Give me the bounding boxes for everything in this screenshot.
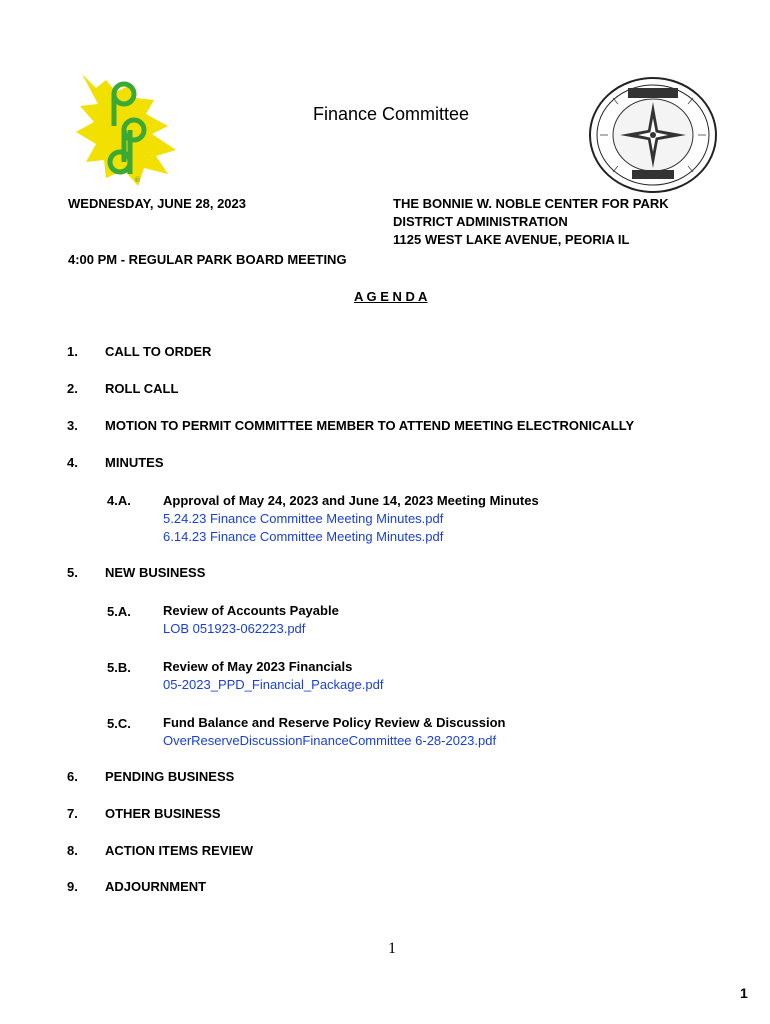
- subitem-title: Review of Accounts Payable: [163, 603, 339, 618]
- location-line-1: THE BONNIE W. NOBLE CENTER FOR PARK: [393, 196, 669, 211]
- item-label: MINUTES: [105, 455, 164, 470]
- meeting-date: WEDNESDAY, JUNE 28, 2023: [68, 196, 246, 211]
- item-label: OTHER BUSINESS: [105, 806, 221, 821]
- meeting-time: 4:00 PM - REGULAR PARK BOARD MEETING: [68, 252, 347, 267]
- subitem-title: Approval of May 24, 2023 and June 14, 2023 Meeting Minutes: [163, 493, 539, 508]
- accounts-payable-link[interactable]: LOB 051923-062223.pdf: [163, 621, 306, 636]
- page-title: Finance Committee: [313, 104, 470, 124]
- reserve-discussion-link[interactable]: OverReserveDiscussionFinanceCommittee 6-28-2023.pdf: [163, 733, 497, 748]
- subitem-number: 5.A.: [107, 604, 131, 619]
- gold-medal-seal: [588, 76, 718, 194]
- item-number: 5.: [67, 565, 78, 580]
- item-label: NEW BUSINESS: [105, 565, 206, 580]
- item-number: 2.: [67, 381, 78, 396]
- item-label: MOTION TO PERMIT COMMITTEE MEMBER TO ATTEND MEETING ELECTRONICALLY: [105, 418, 635, 433]
- financials-link[interactable]: 05-2023_PPD_Financial_Package.pdf: [163, 677, 384, 692]
- item-number: 1.: [67, 344, 78, 359]
- item-label: ADJOURNMENT: [105, 879, 207, 894]
- page-number-corner: 1: [740, 985, 748, 1001]
- subitem-5c: [163, 714, 505, 750]
- subitem-number: 5.B.: [107, 660, 131, 675]
- item-number: 7.: [67, 806, 78, 821]
- ppd-logo: [72, 70, 184, 188]
- subitem-5a: [163, 602, 339, 638]
- item-label: CALL TO ORDER: [105, 344, 212, 359]
- location-line-3: 1125 WEST LAKE AVENUE, PEORIA IL: [393, 232, 630, 247]
- item-label: ROLL CALL: [105, 381, 179, 396]
- item-number: 3.: [67, 418, 78, 433]
- page-number-center: 1: [388, 940, 396, 957]
- agenda-heading: A G E N D A: [354, 289, 428, 304]
- item-number: 9.: [67, 879, 78, 894]
- item-number: 4.: [67, 455, 78, 470]
- item-number: 8.: [67, 843, 78, 858]
- minutes-link-2[interactable]: 6.14.23 Finance Committee Meeting Minutes.pdf: [163, 529, 444, 544]
- subitem-title: Review of May 2023 Financials: [163, 659, 353, 674]
- subitem-5b: [163, 658, 383, 694]
- meeting-location: [393, 195, 669, 249]
- svg-text:®: ®: [134, 176, 141, 184]
- location-line-2: DISTRICT ADMINISTRATION: [393, 214, 568, 229]
- subitem-number: 5.C.: [107, 716, 131, 731]
- item-number: 6.: [67, 769, 78, 784]
- item-label: ACTION ITEMS REVIEW: [105, 843, 254, 858]
- subitem-title: Fund Balance and Reserve Policy Review & Discussion: [163, 715, 506, 730]
- minutes-link-1[interactable]: 5.24.23 Finance Committee Meeting Minutes.pdf: [163, 511, 444, 526]
- item-label: PENDING BUSINESS: [105, 769, 235, 784]
- subitem-number: 4.A.: [107, 493, 131, 508]
- subitem-4a: [163, 492, 539, 546]
